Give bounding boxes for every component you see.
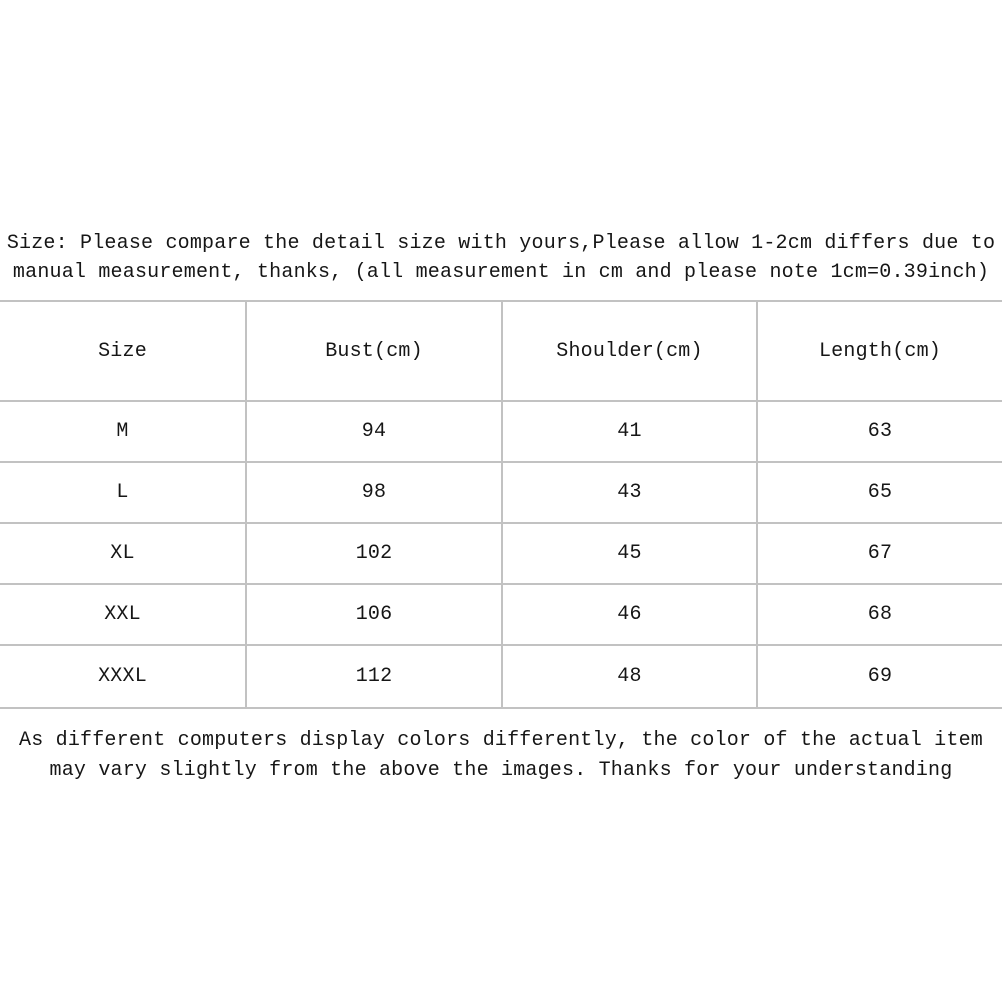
cell-bust-m: 94 [247, 402, 503, 463]
row-label-xxl: XXL [0, 585, 247, 646]
color-disclaimer-line1: As different computers display colors differently, the color of the actual item [19, 729, 983, 752]
cell-length-l: 65 [758, 463, 1002, 524]
row-label-m: M [0, 402, 247, 463]
column-header-size: Size [0, 302, 247, 402]
cell-length-xxl: 68 [758, 585, 1002, 646]
cell-shoulder-l: 43 [503, 463, 758, 524]
cell-bust-l: 98 [247, 463, 503, 524]
cell-length-xl: 67 [758, 524, 1002, 585]
cell-shoulder-xxl: 46 [503, 585, 758, 646]
row-label-xl: XL [0, 524, 247, 585]
cell-shoulder-xl: 45 [503, 524, 758, 585]
row-label-l: L [0, 463, 247, 524]
cell-length-m: 63 [758, 402, 1002, 463]
cell-shoulder-m: 41 [503, 402, 758, 463]
measurement-note [0, 229, 1002, 287]
measurement-note-line2: manual measurement, thanks, (all measurement in cm and please note 1cm=0.39inch) [12, 261, 990, 284]
column-header-bust: Bust(cm) [247, 302, 503, 402]
color-disclaimer-line2: may vary slightly from the above the images. Thanks for your understanding [49, 758, 953, 782]
column-header-length: Length(cm) [758, 302, 1002, 402]
measurement-note-line1: Size: Please compare the detail size with yours,Please allow 1-2cm differs due to [6, 232, 996, 255]
cell-length-xxxl: 69 [867, 665, 893, 688]
size-table [0, 300, 1002, 709]
row-label-xxxl: XXXL [0, 646, 247, 707]
column-header-shoulder: Shoulder(cm) [503, 302, 758, 402]
cell-bust-xl: 102 [247, 524, 503, 585]
cell-bust-xxl: 106 [247, 585, 503, 646]
color-disclaimer-note [0, 726, 1002, 785]
cell-shoulder-xxxl: 48 [503, 646, 758, 707]
cell-bust-xxxl: 112 [247, 646, 503, 707]
